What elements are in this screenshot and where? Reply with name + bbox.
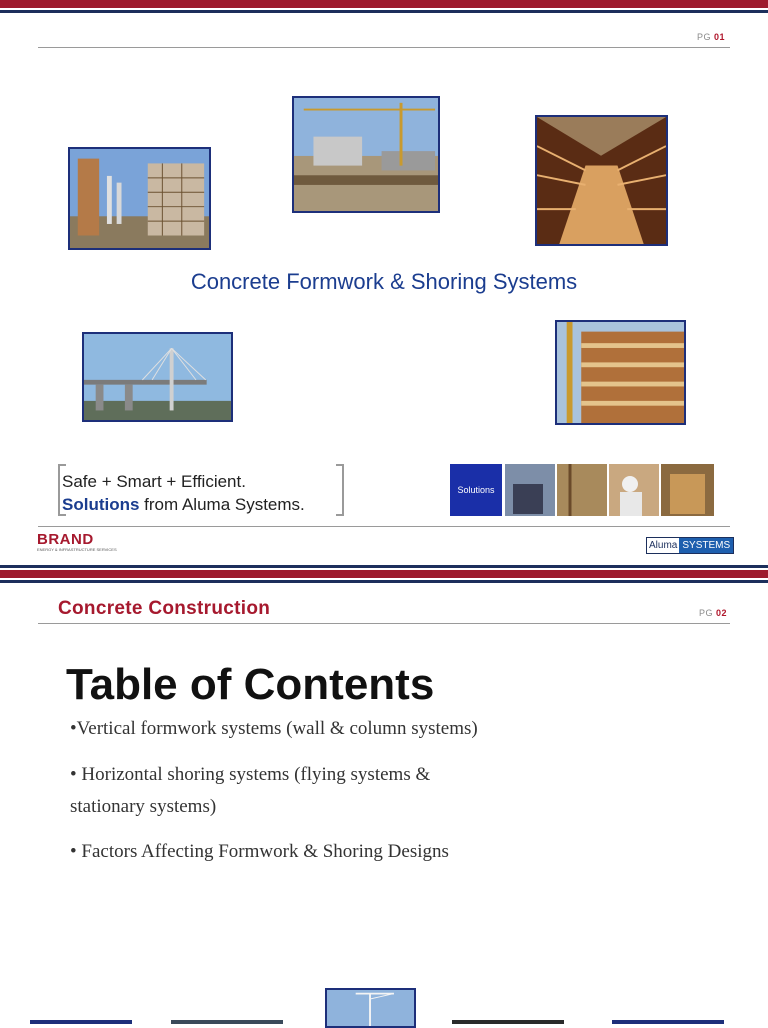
page-number-01: PG 01: [697, 32, 726, 42]
toc-heading: Table of Contents: [66, 660, 435, 709]
top-stripe-red: [0, 0, 768, 8]
tagline-line2: [62, 493, 305, 516]
tagline-solutions: Solutions: [62, 495, 140, 514]
toc-item-1: •Vertical formwork systems (wall & column systems): [70, 718, 478, 739]
tagline-bracket-right: [336, 464, 344, 516]
toc-item-3: • Factors Affecting Formwork & Shoring Designs: [70, 841, 449, 862]
brand-logo-text: BRAND: [37, 531, 94, 548]
photo-strip: [505, 464, 714, 516]
section-title: Concrete Construction: [58, 598, 271, 619]
p2-stripe-navy-2: [0, 580, 768, 583]
brand-logo: [37, 532, 117, 552]
solutions-tile: [450, 464, 502, 516]
page-number-02: PG 02: [699, 608, 728, 618]
aluma-logo-a: Aluma: [649, 540, 678, 551]
toc-item-2-cont: stationary systems): [70, 796, 217, 817]
page1-title: Concrete Formwork & Shoring Systems: [190, 269, 578, 294]
p2-photo-4: [452, 1020, 564, 1024]
tagline-line1: Safe + Smart + Efficient.: [62, 472, 246, 491]
p2-header-rule: [38, 623, 730, 624]
p2-stripe-red: [0, 570, 768, 578]
tagline: [62, 470, 305, 516]
photo-building-formwork: [555, 320, 686, 425]
photo-crane-site: [292, 96, 440, 213]
aluma-logo-b: SYSTEMS: [679, 538, 733, 553]
p2-photo-5: [612, 1020, 724, 1024]
header-rule: [38, 47, 730, 48]
photo-bridge: [82, 332, 233, 422]
aluma-logo: [646, 537, 734, 554]
solutions-tile-text: Solutions: [457, 485, 495, 495]
p2-stripe-navy: [0, 565, 768, 568]
p2-photo-crane: [325, 988, 416, 1028]
toc-item-2: • Horizontal shoring systems (flying systems &: [70, 764, 431, 785]
p2-photo-1: [30, 1020, 132, 1024]
brand-logo-sub: ENERGY & INFRASTRUCTURE SERVICES: [37, 547, 117, 552]
photo-interior-hall: [535, 115, 668, 246]
footer-rule-1: [38, 526, 730, 527]
photo-power-plant-scaffold: [68, 147, 211, 250]
p2-photo-2: [171, 1020, 283, 1024]
top-stripe-navy: [0, 10, 768, 13]
tagline-rest: from Aluma Systems.: [139, 495, 305, 514]
